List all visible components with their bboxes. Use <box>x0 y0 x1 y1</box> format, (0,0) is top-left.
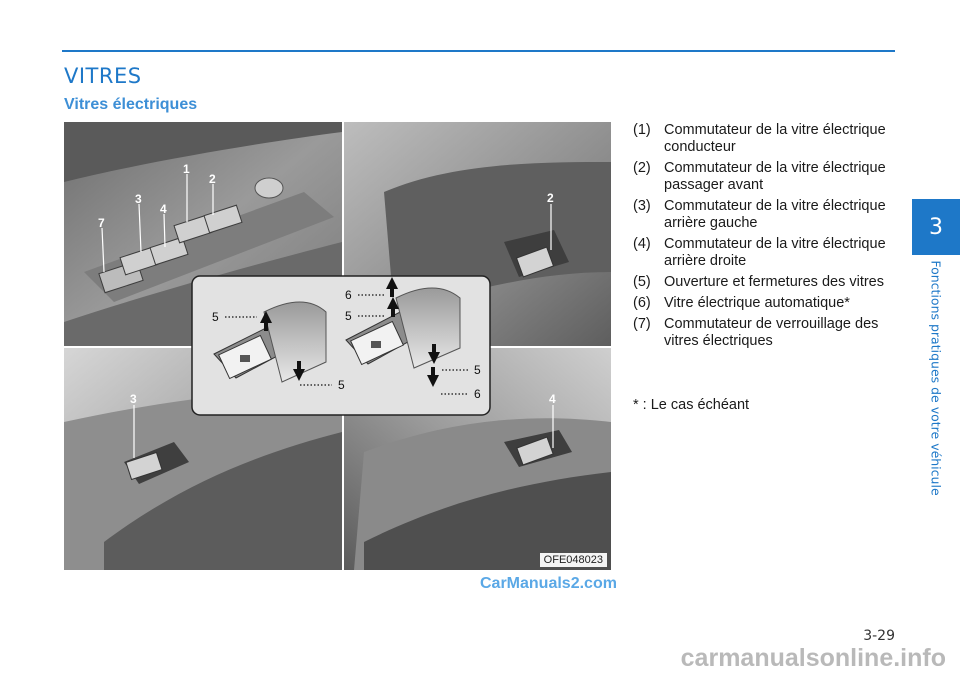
svg-text:6: 6 <box>345 288 352 302</box>
svg-text:2: 2 <box>209 172 216 186</box>
sub-title: Vitres électriques <box>64 96 198 113</box>
svg-text:6: 6 <box>474 387 481 401</box>
svg-text:2: 2 <box>547 191 554 205</box>
chapter-tab: 3 <box>912 199 960 255</box>
figure-watermark: CarManuals2.com <box>480 575 617 592</box>
section-title: VITRES <box>64 64 142 88</box>
legend-item: (3) Commutateur de la vitre électrique arrière gauche <box>633 198 886 231</box>
legend-item: (5) Ouverture et fermetures des vitres <box>633 274 884 290</box>
legend-item: (6) Vitre électrique automatique* <box>633 295 850 311</box>
svg-text:1: 1 <box>183 162 190 176</box>
svg-text:3: 3 <box>130 392 137 406</box>
legend-item: (2) Commutateur de la vitre électrique passager avant <box>633 160 886 193</box>
svg-text:5: 5 <box>338 378 345 392</box>
legend-item: (4) Commutateur de la vitre électrique arrière droite <box>633 236 886 269</box>
chapter-title: Fonctions pratiques de votre véhicule <box>928 260 944 496</box>
window-switch-figure <box>64 122 611 570</box>
door-panel-illustration <box>64 122 611 570</box>
legend-item: (1) Commutateur de la vitre électrique conducteur <box>633 122 886 155</box>
svg-text:5: 5 <box>474 363 481 377</box>
legend-list <box>633 122 901 354</box>
figure-code: OFE048023 <box>540 553 607 567</box>
page-number: 3-29 <box>863 628 895 644</box>
svg-text:4: 4 <box>160 202 167 216</box>
svg-text:7: 7 <box>98 216 105 230</box>
header-rule <box>62 50 895 52</box>
svg-text:5: 5 <box>212 310 219 324</box>
footnote: * : Le cas échéant <box>633 397 750 413</box>
svg-text:3: 3 <box>135 192 142 206</box>
svg-text:4: 4 <box>549 392 556 406</box>
footer-watermark: carmanualsonline.info <box>680 644 946 672</box>
detail-inset <box>192 276 490 415</box>
legend-item: (7) Commutateur de verrouillage des vitres électriques <box>633 316 879 349</box>
svg-text:5: 5 <box>345 309 352 323</box>
